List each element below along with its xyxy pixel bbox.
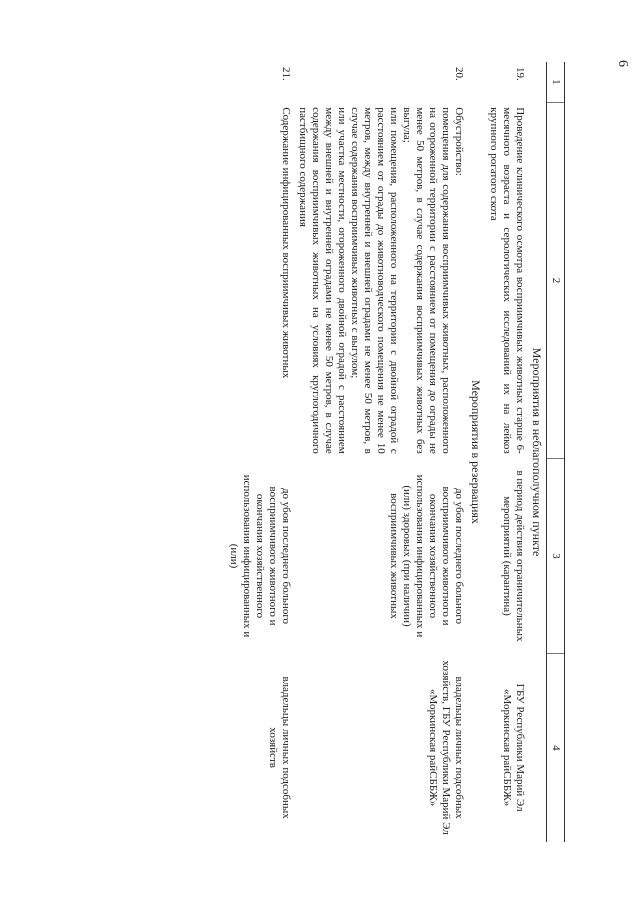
header-col-3: 3	[547, 459, 565, 653]
table-row	[225, 62, 294, 842]
measures-table	[225, 62, 565, 842]
header-col-1: 1	[547, 62, 565, 102]
table-header-row	[547, 62, 565, 842]
row-number: 21.	[280, 67, 293, 81]
header-col-4: 4	[547, 653, 565, 842]
measure-text-line: помещения для содержания восприимчивых животных, расположенного на огороженной территории с расстоянием от помещения до ограды не менее 50 метров, в случае содержания восприимчивых животных без выгула;	[400, 107, 452, 454]
row-number: 20.	[452, 67, 465, 81]
measure-text-line: Обустройство:	[452, 107, 465, 176]
measure-responsible: владельцы личных подсобных хозяйств, ГБУ Республики Марий Эл «Моркинская райСББЖ»	[426, 660, 465, 835]
measure-period: до убоя последнего больного восприимчивого животного и окончания хозяйственного использования инфицированных и (или)	[228, 474, 293, 638]
table-row	[294, 62, 467, 842]
section-row	[528, 62, 547, 842]
measure-text: Проведение клинического осмотра восприимчивых животных старше 6-месячного возраста и серологических исследований их на лейкоз крупного рогатого скота	[487, 107, 526, 454]
measure-period: в период действия ограничительных мероприятий (карантина)	[500, 470, 526, 642]
page-number: 6	[615, 60, 630, 67]
measure-text	[294, 102, 467, 459]
table-row	[485, 62, 528, 842]
measure-text-line: или помещения, расположенного на территории с двойной оградой с расстоянием от ограды до животноводческого помещения не менее 10 метров, между внутренней и внешней оградами не менее 50 метров, в случае содержания восприимчивых животных с выгулом;	[349, 107, 400, 454]
section-title-reservation: Мероприятия в резервациях	[468, 380, 483, 524]
row-number: 19.	[513, 67, 526, 81]
measure-period: до убоя последнего больного восприимчивого животного и окончания хозяйственного использования инфицированных и (или) здоровых (при наличии) восприимчивых животных	[387, 474, 465, 638]
section-row	[467, 62, 485, 842]
measure-responsible: ГБУ Республики Марий Эл «Моркинская райСББЖ»	[500, 683, 526, 812]
measure-text-line: или участка местности, огороженного двойной оградой с расстоянием между внешней и внутренней оградами не менее 50 метров, в случае содержания восприимчивых животных на условиях круглогодичного пастбищного содержания	[297, 107, 349, 454]
measure-text: Содержание инфицированных восприимчивых животных	[280, 107, 293, 379]
section-title-unfavorable: Мероприятия в неблагополучном пункте	[530, 347, 545, 557]
header-col-2: 2	[547, 102, 565, 459]
measure-responsible: владельцы личных подсобных хозяйств	[267, 676, 293, 819]
document-page	[85, 62, 565, 842]
